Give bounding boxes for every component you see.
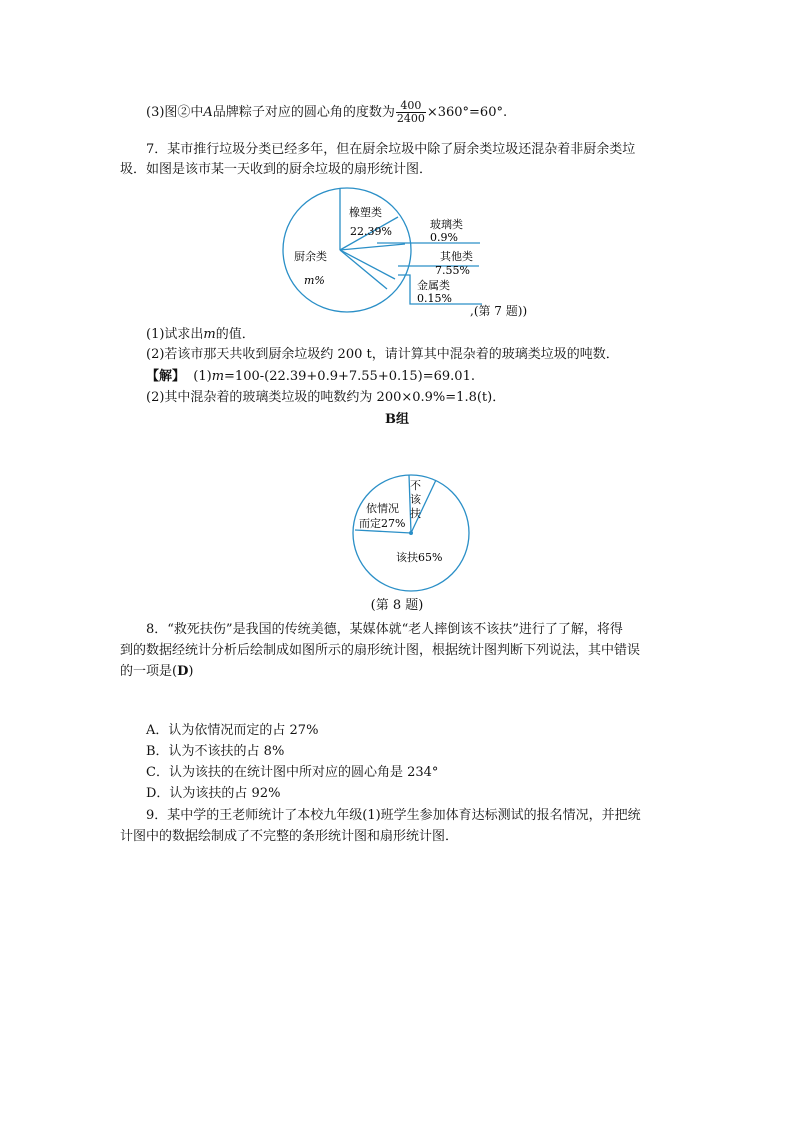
q6-part3-mid: 品牌粽子对应的圆心角的度数为 <box>212 105 395 120</box>
q7-stem-line1: 7．某市推行垃圾分类已经多年，但在厨余垃圾中除了厨余类垃圾还混杂着非厨余类垃 <box>146 142 636 157</box>
q8-stem-line3-text: 的一项是( <box>120 664 178 679</box>
q7-label-other: 其他类 <box>440 250 473 263</box>
q8-stem-line3 <box>120 662 680 682</box>
q8-stem-line1: 8．“救死扶伤”是我国的传统美德，某媒体就“老人摔倒该不该扶”进行了了解，将得 <box>146 622 623 637</box>
q7-label-rubber-value: 22.39% <box>350 225 392 238</box>
q8-label-depends-1: 依情况 <box>366 502 399 515</box>
group-b-heading: B组 <box>385 412 409 427</box>
q8-option-d: D．认为该扶的占 92% <box>146 786 281 801</box>
q7-solution2: (2)其中混杂着的玻璃类垃圾的吨数约为 200×0.9%=1.8(t)． <box>146 390 506 405</box>
q8-caption: (第 8 题) <box>370 598 424 613</box>
q6-italic-a: A <box>203 105 213 120</box>
q7-label-kitchen-value: m% <box>304 274 325 287</box>
q6-part3-line <box>146 100 706 125</box>
q7-label-other-value: 7.55% <box>435 264 470 277</box>
q7-q1-var: m <box>203 327 216 342</box>
q9-stem-line2: 计图中的数据绘制成了不完整的条形统计图和扇形统计图． <box>120 829 459 844</box>
q6-part3-suffix: ×360°=60°. <box>426 105 508 120</box>
q7-label-glass: 玻璃类 <box>430 218 463 231</box>
q8-pie-chart <box>350 472 474 596</box>
q8-label-yes: 该扶65% <box>396 551 443 564</box>
q7-stem-line2: 圾．如图是该市某一天收到的厨余垃圾的扇形统计图． <box>120 162 433 177</box>
q8-label-no-2: 该 <box>410 493 421 506</box>
q7-label-metal: 金属类 <box>417 279 450 292</box>
q7-slice-line-other <box>340 250 395 279</box>
q7-q1-end: 的值． <box>215 327 255 342</box>
q8-label-depends-2: 而定27% <box>359 517 406 530</box>
q7-label-rubber: 橡塑类 <box>349 206 382 219</box>
q7-slice-line-metal <box>340 250 387 289</box>
q7-solution1 <box>146 367 706 387</box>
q8-label-no-1: 不 <box>410 479 421 492</box>
q8-stem-line2: 到的数据经统计分析后绘制成如图所示的扇形统计图，根据统计图判断下列说法，其中错误 <box>120 643 641 658</box>
q8-center-dot <box>409 531 413 535</box>
q8-option-a: A．认为依情况而定的占 27% <box>146 723 319 738</box>
q7-question2: (2)若该市那天共收到厨余垃圾约 200 t，请计算其中混杂着的玻璃类垃圾的吨数． <box>146 347 619 362</box>
q7-question1 <box>146 325 706 345</box>
q7-solution1-rest: =100-(22.39+0.9+7.55+0.15)=69.01. <box>224 369 475 384</box>
q7-label-metal-value: 0.15% <box>417 292 452 305</box>
q7-label-glass-value: 0.9% <box>430 231 458 244</box>
q6-part3-prefix: (3)图②中 <box>146 105 204 120</box>
q7-label-kitchen: 厨余类 <box>294 250 327 263</box>
q8-answer: D <box>177 664 189 679</box>
q8-slice-line-depends <box>355 530 411 533</box>
q8-stem-close: ) <box>188 664 194 679</box>
q6-fraction <box>396 100 426 125</box>
q8-option-b: B．认为不该扶的占 8% <box>146 744 285 759</box>
q7-solution1-pre: (1) <box>193 369 212 384</box>
q7-solution1-var: m <box>211 369 225 384</box>
q8-label-no-3: 扶 <box>410 507 421 520</box>
q7-solution-tag: 【解】 <box>146 369 186 384</box>
q6-frac-den: 2400 <box>396 112 425 125</box>
q7-q1-text: (1)试求出 <box>146 327 204 342</box>
q6-frac-num: 400 <box>396 100 426 113</box>
q8-option-c: C．认为该扶的在统计图中所对应的圆心角是 234° <box>146 765 439 780</box>
q7-caption: ,(第 7 题)) <box>470 304 528 318</box>
q9-stem-line1: 9．某中学的王老师统计了本校九年级(1)班学生参加体育达标测试的报名情况，并把统 <box>146 808 641 823</box>
